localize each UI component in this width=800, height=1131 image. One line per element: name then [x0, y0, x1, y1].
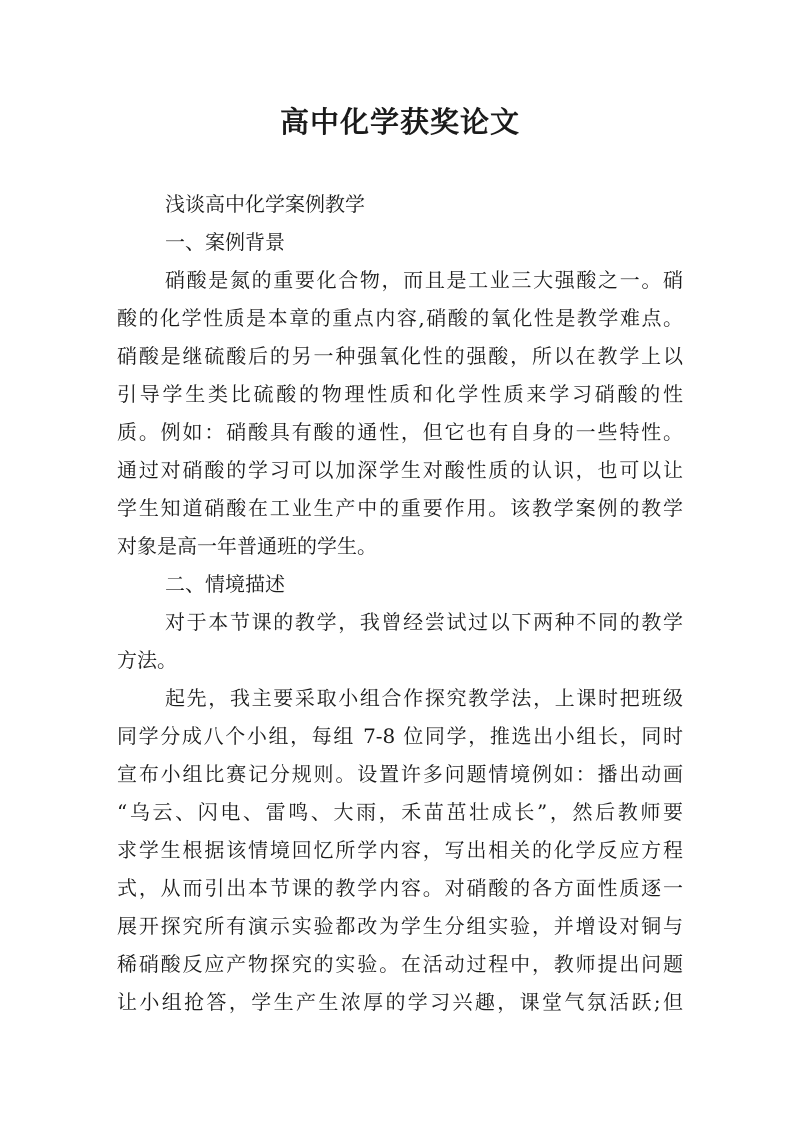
paragraph-line: 起先，我主要采取小组合作探究教学法，上课时把班级 — [165, 686, 683, 710]
paragraph-line: 质。例如：硝酸具有酸的通性，但它也有自身的一些特性。 — [117, 420, 683, 444]
paragraph-line: 展开探究所有演示实验都改为学生分组实验，并增设对铜与 — [117, 914, 683, 938]
paragraph-line: 稀硝酸反应产物探究的实验。在活动过程中，教师提出问题 — [117, 952, 683, 976]
paragraph-line: 学生知道硝酸在工业生产中的重要作用。该教学案例的教学 — [117, 496, 683, 520]
paragraph-line: 同学分成八个小组，每组 7-8 位同学，推选出小组长，同时 — [117, 724, 683, 748]
paragraph-line: 式，从而引出本节课的教学内容。对硝酸的各方面性质逐一 — [117, 876, 683, 900]
document-title: 高中化学获奖论文 — [279, 105, 520, 139]
section-heading: 一、案例背景 — [165, 230, 285, 254]
paragraph-line: 让小组抢答，学生产生浓厚的学习兴趣，课堂气氛活跃;但 — [117, 990, 683, 1014]
paragraph-line: 求学生根据该情境回忆所学内容，写出相关的化学反应方程 — [117, 838, 683, 862]
paragraph-line: 硝酸是继硫酸后的另一种强氧化性的强酸，所以在教学上以 — [117, 344, 683, 368]
section-heading: 二、情境描述 — [165, 572, 285, 596]
paragraph-line: 方法。 — [117, 648, 177, 672]
subtitle-line: 浅谈高中化学案例教学 — [165, 192, 365, 216]
paragraph-line: 宣布小组比赛记分规则。设置许多问题情境例如：播出动画 — [117, 762, 683, 786]
paragraph-line: “乌云、闪电、雷鸣、大雨，禾苗茁壮成长”，然后教师要 — [117, 800, 683, 824]
paragraph-line: 对于本节课的教学，我曾经尝试过以下两种不同的教学 — [165, 610, 683, 634]
paragraph-line: 对象是高一年普通班的学生。 — [117, 534, 377, 558]
paragraph-line: 通过对硝酸的学习可以加深学生对酸性质的认识，也可以让 — [117, 458, 683, 482]
paragraph-line: 引导学生类比硫酸的物理性质和化学性质来学习硝酸的性 — [117, 382, 683, 406]
paragraph-line: 硝酸是氮的重要化合物，而且是工业三大强酸之一。硝 — [165, 268, 683, 292]
paragraph-line: 酸的化学性质是本章的重点内容,硝酸的氧化性是教学难点。 — [117, 306, 683, 330]
